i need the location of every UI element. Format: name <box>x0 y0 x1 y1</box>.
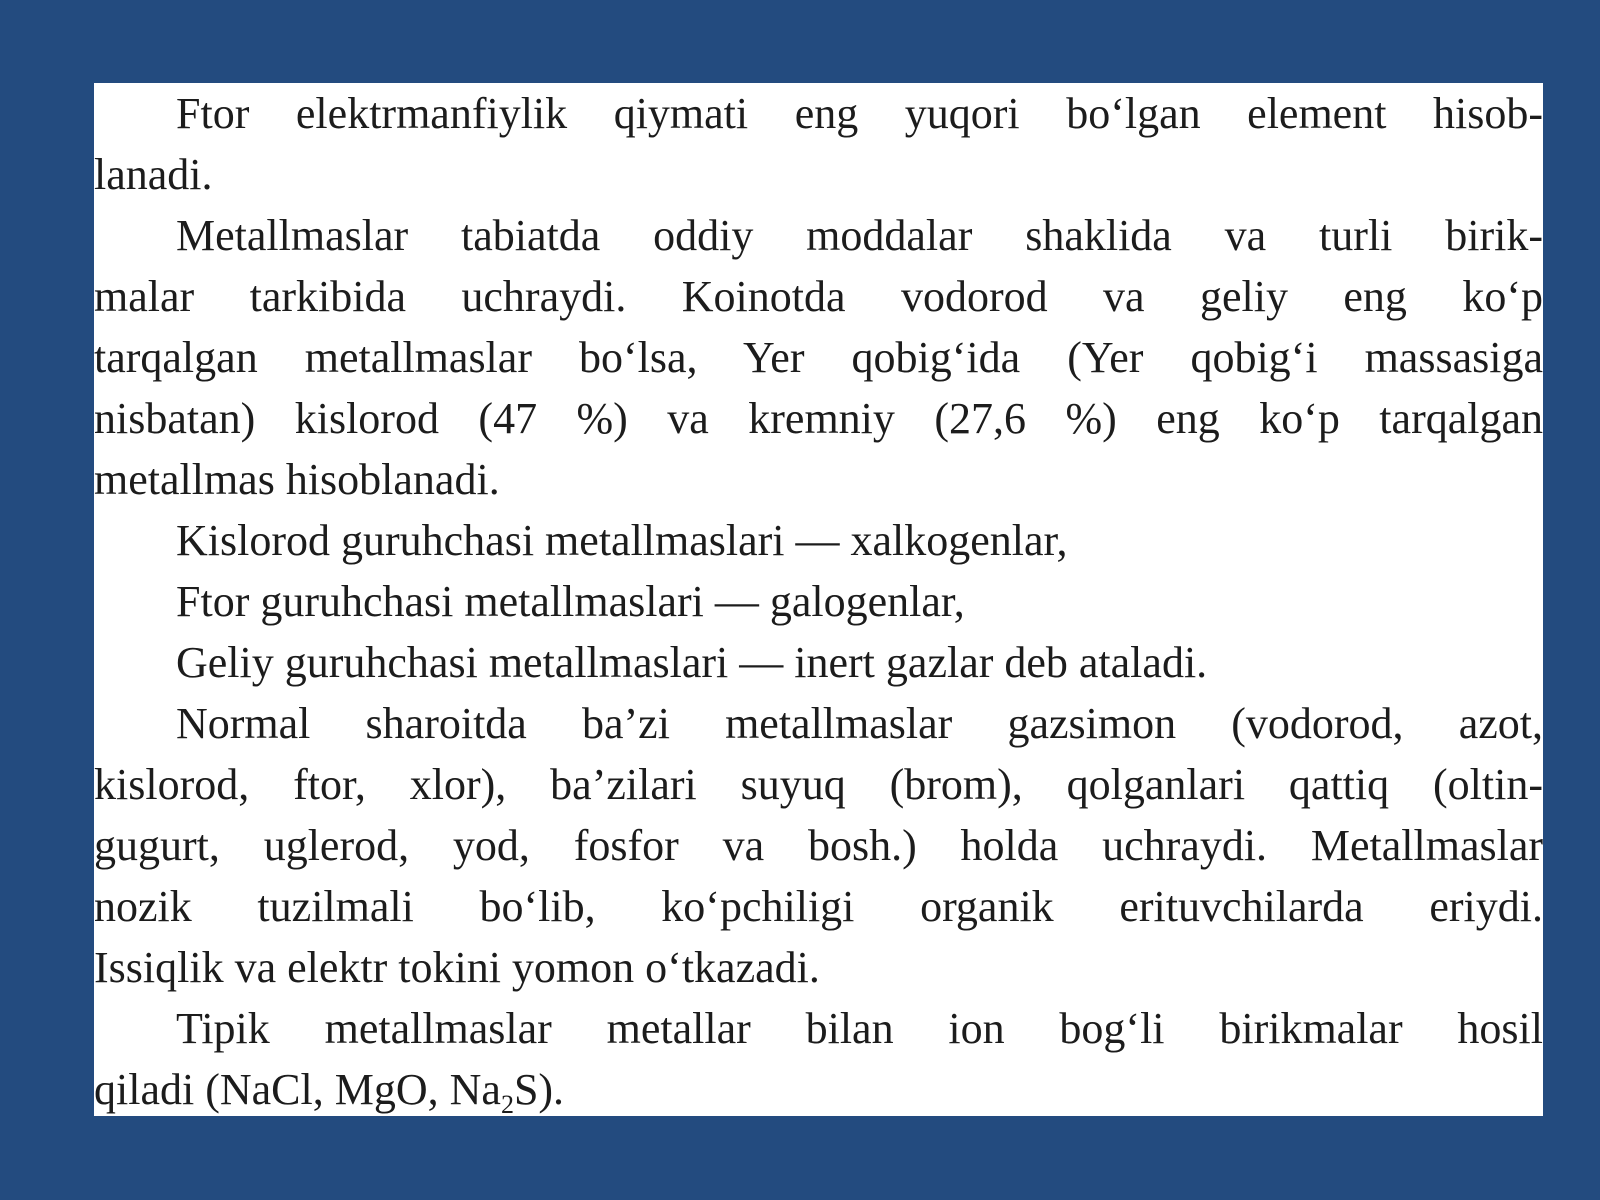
line-text: Ftor guruhchasi metallmaslari — galogenlar, <box>176 577 965 626</box>
line-text: metallmas hisoblanadi. <box>94 455 500 504</box>
paragraph-line <box>94 757 1543 818</box>
paragraph-line <box>94 818 1543 879</box>
line-text: Geliy guruhchasi metallmaslari — inert gazlar deb ataladi. <box>176 638 1208 687</box>
paragraph-line-last <box>94 1062 1543 1116</box>
paragraph-line <box>94 147 1543 208</box>
paragraph-line <box>94 208 1543 269</box>
paragraph-line <box>94 635 1543 696</box>
paragraph-line <box>94 940 1543 1001</box>
paragraph-line <box>94 269 1543 330</box>
line-text: gugurt, uglerod, yod, fosfor va bosh.) holda uchraydi. Metallmaslar <box>94 821 1543 870</box>
line-text: nisbatan) kislorod (47 %) va kremniy (27,6 %) eng ko‘p tarqalgan <box>94 394 1543 443</box>
paragraph-line <box>94 696 1543 757</box>
paragraph-line <box>94 574 1543 635</box>
line-text: Kislorod guruhchasi metallmaslari — xalkogenlar, <box>176 516 1068 565</box>
subscript-two: 2 <box>500 1090 514 1116</box>
paragraph-line <box>94 879 1543 940</box>
paragraph-line <box>94 452 1543 513</box>
line-text: kislorod, ftor, xlor), ba’zilari suyuq (brom), qolganlari qattiq (oltin- <box>94 760 1543 809</box>
text-panel <box>94 83 1543 1116</box>
line-text: Issiqlik va elektr tokini yomon o‘tkazadi. <box>94 943 820 992</box>
line-text: malar tarkibida uchraydi. Koinotda vodorod va geliy eng ko‘p <box>94 272 1543 321</box>
line-text: tarqalgan metallmaslar bo‘lsa, Yer qobig‘ida (Yer qobig‘i massasiga <box>94 333 1543 382</box>
line-text: Normal sharoitda ba’zi metallmaslar gazsimon (vodorod, azot, <box>176 699 1543 748</box>
line-text: Ftor elektrmanfiylik qiymati eng yuqori bo‘lgan element hisob- <box>176 89 1543 138</box>
line-text: Metallmaslar tabiatda oddiy moddalar shaklida va turli birik- <box>176 211 1543 260</box>
paragraph-line <box>94 86 1543 147</box>
line-text: nozik tuzilmali bo‘lib, ko‘pchiligi organik erituvchilarda eriydi. <box>94 882 1543 931</box>
line-text-before: qiladi (NaCl, MgO, Na <box>94 1065 501 1114</box>
line-text-after: S). <box>513 1065 565 1114</box>
paragraph-line <box>94 1001 1543 1062</box>
paragraph-line <box>94 513 1543 574</box>
line-text: Tipik metallmaslar metallar bilan ion bog‘li birikmalar hosil <box>176 1004 1543 1053</box>
paragraph-line <box>94 330 1543 391</box>
line-text: lanadi. <box>94 150 213 199</box>
paragraph-line <box>94 391 1543 452</box>
